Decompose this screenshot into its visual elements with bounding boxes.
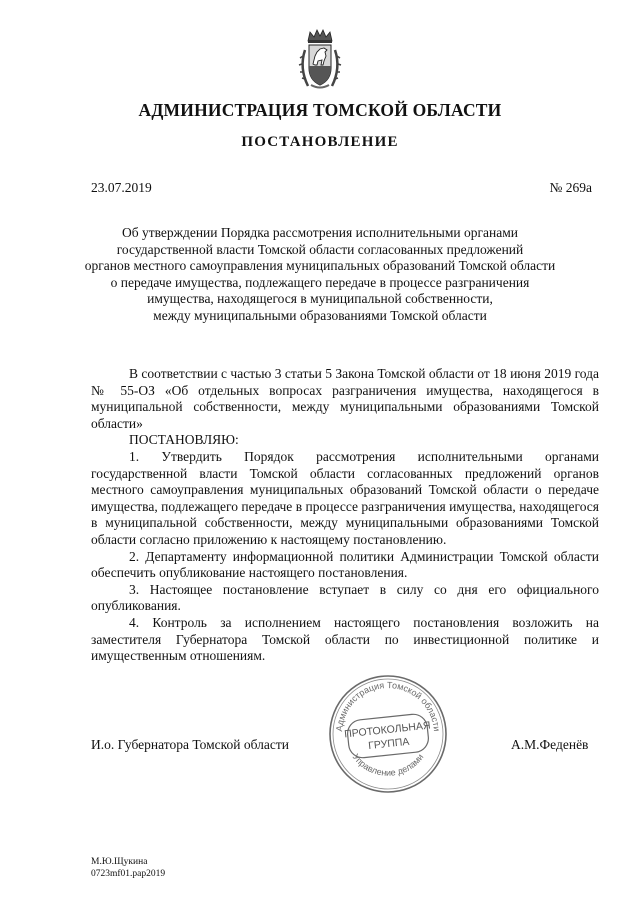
preamble-paragraph: В соответствии с частью 3 статьи 5 Закона Томской области от 18 июня 2019 года № 55-ОЗ «Об отдельных вопросах разграничения имущества, находящегося в муниципальной собственности, между муниципальными образованиями Томской области» [91,366,599,431]
item-4-paragraph: 4. Контроль за исполнением настоящего постановления возложить на заместителя Губернатора Томской области по инвестиционной политике и имущественным отношениям. [91,614,599,664]
subject-line: Об утверждении Порядка рассмотрения исполнительными органами [121,225,519,240]
document-type: ПОСТАНОВЛЕНИЕ [241,134,399,150]
stamp-inner-line-1: ПРОТОКОЛЬНАЯ [343,719,432,741]
signer-title: И.о. Губернатора Томской области [91,737,289,752]
footer-file-code: 0723mf01.pap2019 [91,869,166,879]
item-3-paragraph: 3. Настоящее постановление вступает в силу со дня его официального опубликования. [91,581,599,614]
document-subject [70,225,570,325]
signer-name: А.М.Феденёв [511,737,589,752]
decree-word: ПОСТАНОВЛЯЮ: [129,432,239,448]
coat-of-arms-icon [296,28,344,92]
document-date: 23.07.2019 [91,180,152,195]
document-body [91,366,599,665]
footer-meta [91,856,165,880]
org-title: АДМИНИСТРАЦИЯ ТОМСКОЙ ОБЛАСТИ [138,100,502,120]
document-number: № 269а [549,180,592,195]
subject-line: государственной власти Томской области согласованных предложений [116,241,524,257]
subject-line: о передаче имущества, подлежащего передаче в процессе разграничения [110,274,530,290]
subject-line: между муниципальными образованиями Томской области [153,307,487,323]
official-stamp-seal [326,672,450,796]
stamp-outer-bottom-text: Управление делами [350,751,426,778]
subject-line: органов местного самоуправления муниципальных образований Томской области [84,258,556,274]
item-2-paragraph: 2. Департаменту информационной политики Администрации Томской области обеспечить опубликование настоящего постановления. [91,548,599,581]
stamp-inner-line-2: ГРУППА [367,735,410,753]
stamp-outer-top-text: Администрация Томской области [334,679,442,732]
item-1-paragraph: 1. Утвердить Порядок рассмотрения исполнительными органами государственной власти Томской области согласованных предложений органов местного самоуправления муниципальных образований Томской области о передаче имущества, подлежащего передаче в процессе разграничения имущества, находящегося в муниципальной собственности, между муниципальными образованиями Томской области согласно приложению к настоящему постановлению. [91,448,599,547]
subject-line: имущества, находящегося в муниципальной собственности, [147,291,493,307]
footer-author: М.Ю.Щукина [91,857,148,867]
